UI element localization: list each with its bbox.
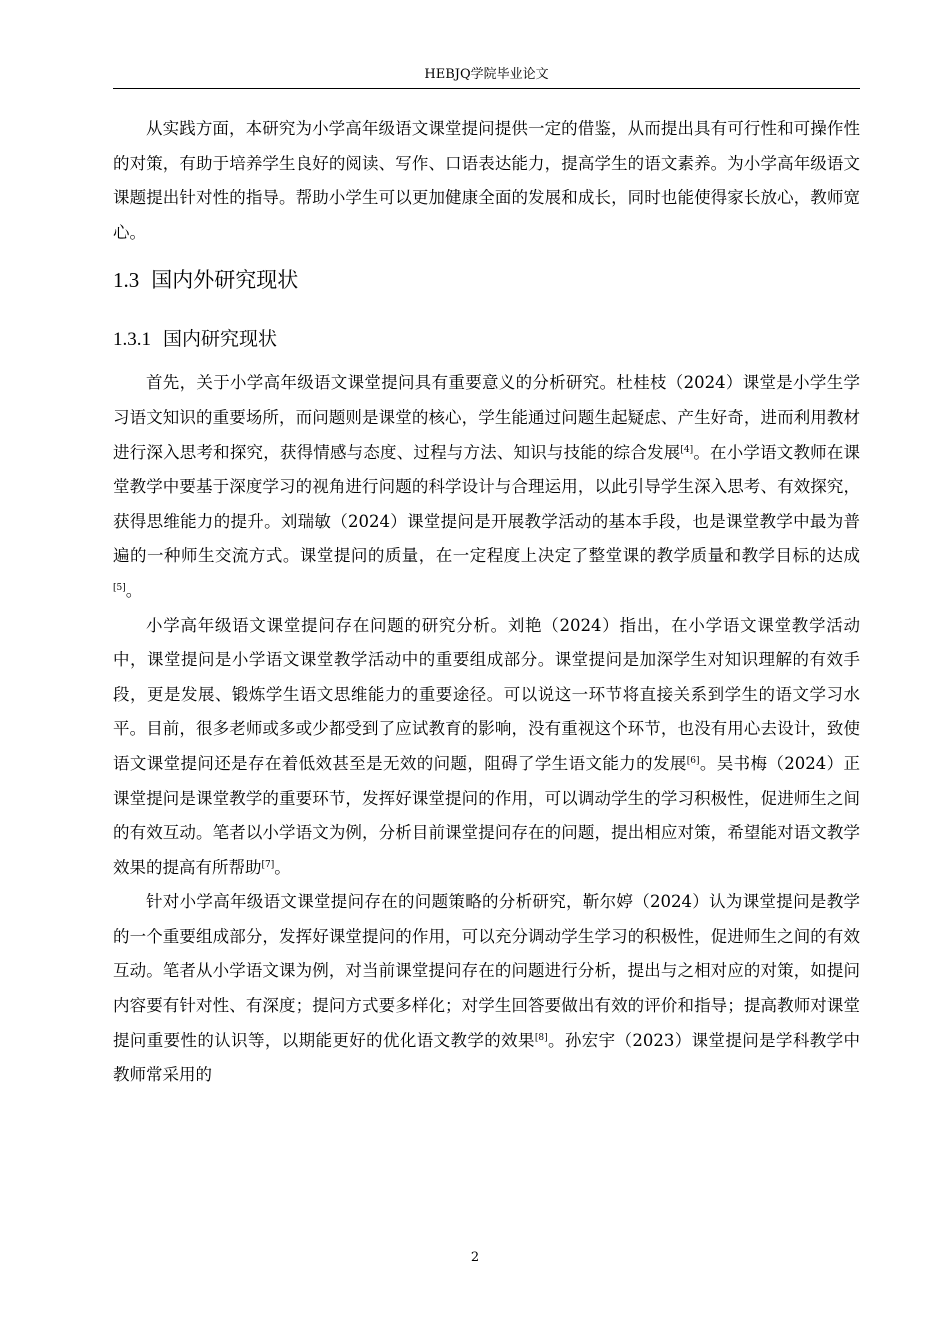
paragraph-text: 。吴书梅（2024）正课堂提问是课堂教学的重要环节，发挥好课堂提问的作用，可以调动学生的学习积极性，促进师生之间的有效互动。笔者以小学语文为例，分析目前课堂提问存在的问题，提出相应对策，希望能对语文教学效果的提高有所帮助 bbox=[113, 753, 860, 877]
citation-ref: [6] bbox=[686, 755, 700, 766]
citation-ref: [5] bbox=[113, 582, 126, 593]
intro-paragraph: 从实践方面，本研究为小学高年级语文课堂提问提供一定的借鉴，从而提出具有可行性和可操作性的对策，有助于培养学生良好的阅读、写作、口语表达能力，提高学生的语文素养。为小学高年级语文课题提出针对性的指导。帮助小学生可以更加健康全面的发展和成长，同时也能使得家长放心，教师宽心。 bbox=[113, 119, 860, 242]
section-heading bbox=[113, 263, 860, 297]
section-number: 1.3 bbox=[113, 268, 140, 293]
paragraph-text: 针对小学高年级语文课堂提问存在的问题策略的分析研究，靳尔婷（2024）认为课堂提问是教学的一个重要组成部分，发挥好课堂提问的作用，可以充分调动学生学习的积极性，促进师生之间的有效互动。笔者从小学语文课为例，对当前课堂提问存在的问题进行分析，提出与之相对应的对策，如提问内容要有针对性、有深度；提问方式要多样化；对学生回答要做出有效的评价和指导；提高教师对课堂提问重要性的认识等，以期能更好的优化语文教学的效果 bbox=[113, 892, 860, 1050]
page-number: 2 bbox=[470, 1250, 480, 1265]
paragraph-text: 小学高年级语文课堂提问存在问题的研究分析。刘艳（2024）指出，在小学语文课堂教学活动中，课堂提问是小学语文课堂教学活动中的重要组成部分。课堂提问是加深学生对知识理解的有效手段，更是发展、锻炼学生语文思维能力的重要途径。可以说这一环节将直接关系到学生的语文学习水平。目前，很多老师或多或少都受到了应试教育的影响，没有重视这个环节，也没有用心去设计，致使语文课堂提问还是存在着低效甚至是无效的问题，阻碍了学生语文能力的发展 bbox=[113, 615, 860, 773]
citation-ref: [8] bbox=[534, 1032, 548, 1043]
body-paragraph-1 bbox=[113, 366, 860, 608]
citation-ref: [4] bbox=[680, 444, 694, 455]
subsection-title: 国内研究现状 bbox=[163, 328, 278, 351]
body-paragraph-2 bbox=[113, 609, 860, 886]
header-rule bbox=[113, 88, 860, 89]
paragraph-text: 。 bbox=[274, 857, 291, 877]
paragraph-text: 。 bbox=[125, 580, 143, 600]
page-body bbox=[113, 112, 860, 1093]
section-title: 国内外研究现状 bbox=[151, 268, 299, 293]
subsection-number: 1.3.1 bbox=[113, 329, 151, 351]
running-header: HEBJQ学院毕业论文 bbox=[424, 67, 549, 82]
paragraph-text: 。在小学语文教师在课堂教学中要基于深度学习的视角进行问题的科学设计与合理运用，以此引导学生深入思考、有效探究，获得思维能力的提升。刘瑞敏（2024）课堂提问是开展教学活动的基本手段，也是课堂教学中最为普遍的一种师生交流方式。课堂提问的质量，在一定程度上决定了整堂课的教学质量和教学目标的达成 bbox=[113, 442, 860, 566]
paragraph-text: 首先，关于小学高年级语文课堂提问具有重要意义的分析研究。杜桂枝（2024）课堂是小学生学习语文知识的重要场所，而问题则是课堂的核心，学生能通过问题生起疑虑、产生好奇，进而利用教材进行深入思考和探究，获得情感与态度、过程与方法、知识与技能的综合发展 bbox=[113, 373, 860, 462]
body-paragraph-3 bbox=[113, 885, 860, 1093]
citation-ref: [7] bbox=[261, 859, 275, 870]
paragraph-text: 。孙宏宇（2023）课堂提问是学科教学中教师常采用的 bbox=[113, 1030, 860, 1085]
subsection-heading bbox=[113, 322, 860, 356]
